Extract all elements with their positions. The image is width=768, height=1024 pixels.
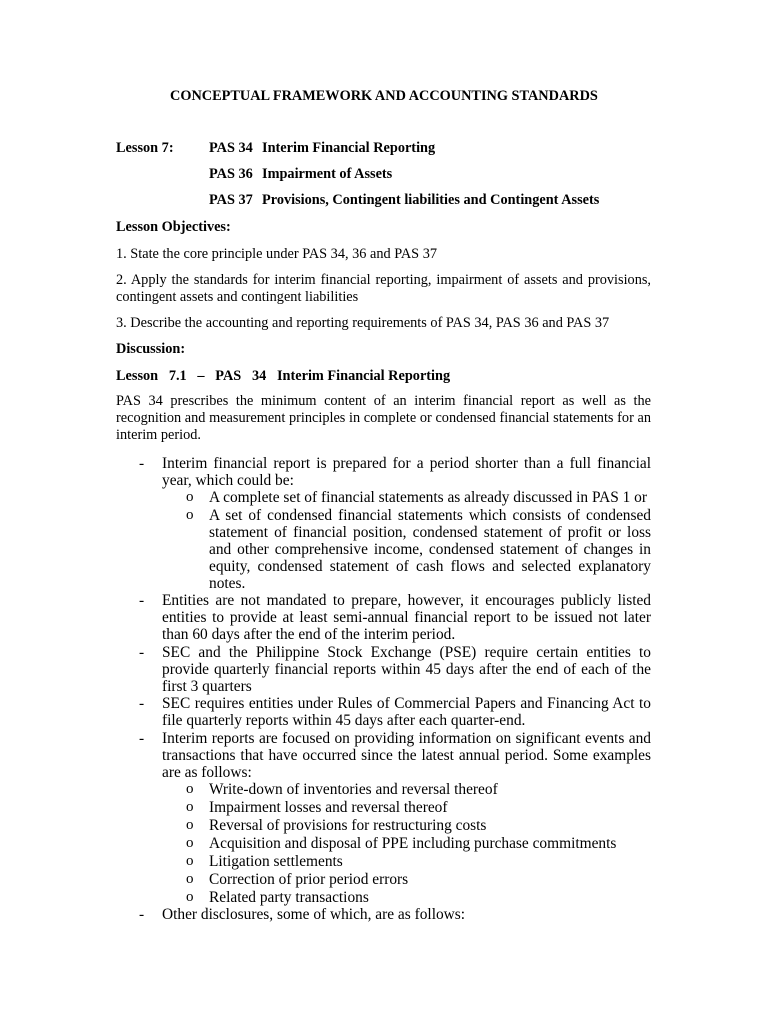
example-item: Acquisition and disposal of PPE including purchase commitments bbox=[209, 835, 617, 852]
bullet-text: are as follows: bbox=[162, 764, 252, 781]
dash-bullet: - bbox=[139, 592, 145, 609]
example-item: Litigation settlements bbox=[209, 853, 343, 870]
document-title: CONCEPTUAL FRAMEWORK AND ACCOUNTING STANDARDS bbox=[170, 88, 598, 104]
objective-item-continued: contingent assets and contingent liabilities bbox=[116, 289, 359, 305]
intro-line: interim period. bbox=[116, 427, 201, 443]
bullet-text: than 60 days after the end of the interim period. bbox=[162, 626, 456, 643]
bullet-text: Interim financial report is prepared for a period shorter than a full financial bbox=[162, 455, 651, 472]
sub-bullet-text: A set of condensed financial statements which consists of condensed bbox=[209, 507, 651, 524]
sub-bullet-text: A complete set of financial statements as already discussed in PAS 1 or bbox=[209, 489, 647, 506]
example-item: Reversal of provisions for restructuring costs bbox=[209, 817, 487, 834]
dash-bullet: - bbox=[139, 695, 145, 712]
bullet-text: year, which could be: bbox=[162, 472, 294, 489]
circle-bullet: o bbox=[186, 799, 194, 815]
lesson-item-name: Impairment of Assets bbox=[262, 166, 393, 182]
objective-item: 1. State the core principle under PAS 34, 36 and PAS 37 bbox=[116, 246, 437, 262]
circle-bullet: o bbox=[186, 889, 194, 905]
example-item: Related party transactions bbox=[209, 889, 369, 906]
objective-item: 2. Apply the standards for interim financial reporting, impairment of assets and provisions, bbox=[116, 272, 651, 288]
dash-bullet: - bbox=[139, 730, 145, 747]
sub-bullet-text: equity, condensed statement of cash flows and selected explanatory bbox=[209, 558, 651, 575]
lesson-item-name: Provisions, Contingent liabilities and Contingent Assets bbox=[262, 192, 600, 208]
intro-line: PAS 34 prescribes the minimum content of an interim financial report as well as the bbox=[116, 393, 651, 409]
bullet-text: SEC requires entities under Rules of Commercial Papers and Financing Act to bbox=[162, 695, 651, 712]
bullet-text: SEC and the Philippine Stock Exchange (PSE) require certain entities to bbox=[162, 644, 651, 661]
sub-bullet-text: statement of financial position, condensed statement of profit or loss bbox=[209, 524, 651, 541]
circle-bullet: o bbox=[186, 853, 194, 869]
bullet-text: Entities are not mandated to prepare, however, it encourages publicly listed bbox=[162, 592, 651, 609]
lesson-item-code: PAS 34 bbox=[209, 140, 253, 156]
discussion-subheading: Lesson 7.1 – PAS 34 Interim Financial Reporting bbox=[116, 368, 451, 384]
bullet-text: Other disclosures, some of which, are as follows: bbox=[162, 906, 466, 923]
bullet-text: entities to provide at least semi-annual financial report to be issued not later bbox=[162, 609, 651, 626]
bullet-text: provide quarterly financial reports within 45 days after the end of each of the bbox=[162, 661, 651, 678]
lesson-item-code: PAS 36 bbox=[209, 166, 253, 182]
dash-bullet: - bbox=[139, 644, 145, 661]
bullet-text: transactions that have occurred since the latest annual period. Some examples bbox=[162, 747, 651, 764]
example-item: Write-down of inventories and reversal thereof bbox=[209, 781, 498, 798]
dash-bullet: - bbox=[139, 906, 145, 923]
circle-bullet: o bbox=[186, 781, 194, 797]
lesson-item-name: Interim Financial Reporting bbox=[262, 140, 436, 156]
bullet-text: file quarterly reports within 45 days after each quarter-end. bbox=[162, 712, 526, 729]
bullet-text: first 3 quarters bbox=[162, 678, 252, 695]
bullet-text: Interim reports are focused on providing information on significant events and bbox=[162, 730, 651, 747]
sub-bullet-text: notes. bbox=[209, 575, 246, 592]
objectives-heading: Lesson Objectives: bbox=[116, 219, 231, 235]
lesson-label: Lesson 7: bbox=[116, 140, 174, 156]
objective-item: 3. Describe the accounting and reporting requirements of PAS 34, PAS 36 and PAS 37 bbox=[116, 315, 610, 331]
example-item: Correction of prior period errors bbox=[209, 871, 409, 888]
sub-bullet-text: and other comprehensive income, condensed statement of changes in bbox=[209, 541, 651, 558]
circle-bullet: o bbox=[186, 489, 194, 505]
intro-line: recognition and measurement principles in complete or condensed financial statements for an bbox=[116, 410, 651, 426]
circle-bullet: o bbox=[186, 871, 194, 887]
discussion-heading: Discussion: bbox=[116, 341, 186, 357]
dash-bullet: - bbox=[139, 455, 145, 472]
circle-bullet: o bbox=[186, 835, 194, 851]
circle-bullet: o bbox=[186, 817, 194, 833]
example-item: Impairment losses and reversal thereof bbox=[209, 799, 448, 816]
circle-bullet: o bbox=[186, 507, 194, 523]
lesson-item-code: PAS 37 bbox=[209, 192, 253, 208]
